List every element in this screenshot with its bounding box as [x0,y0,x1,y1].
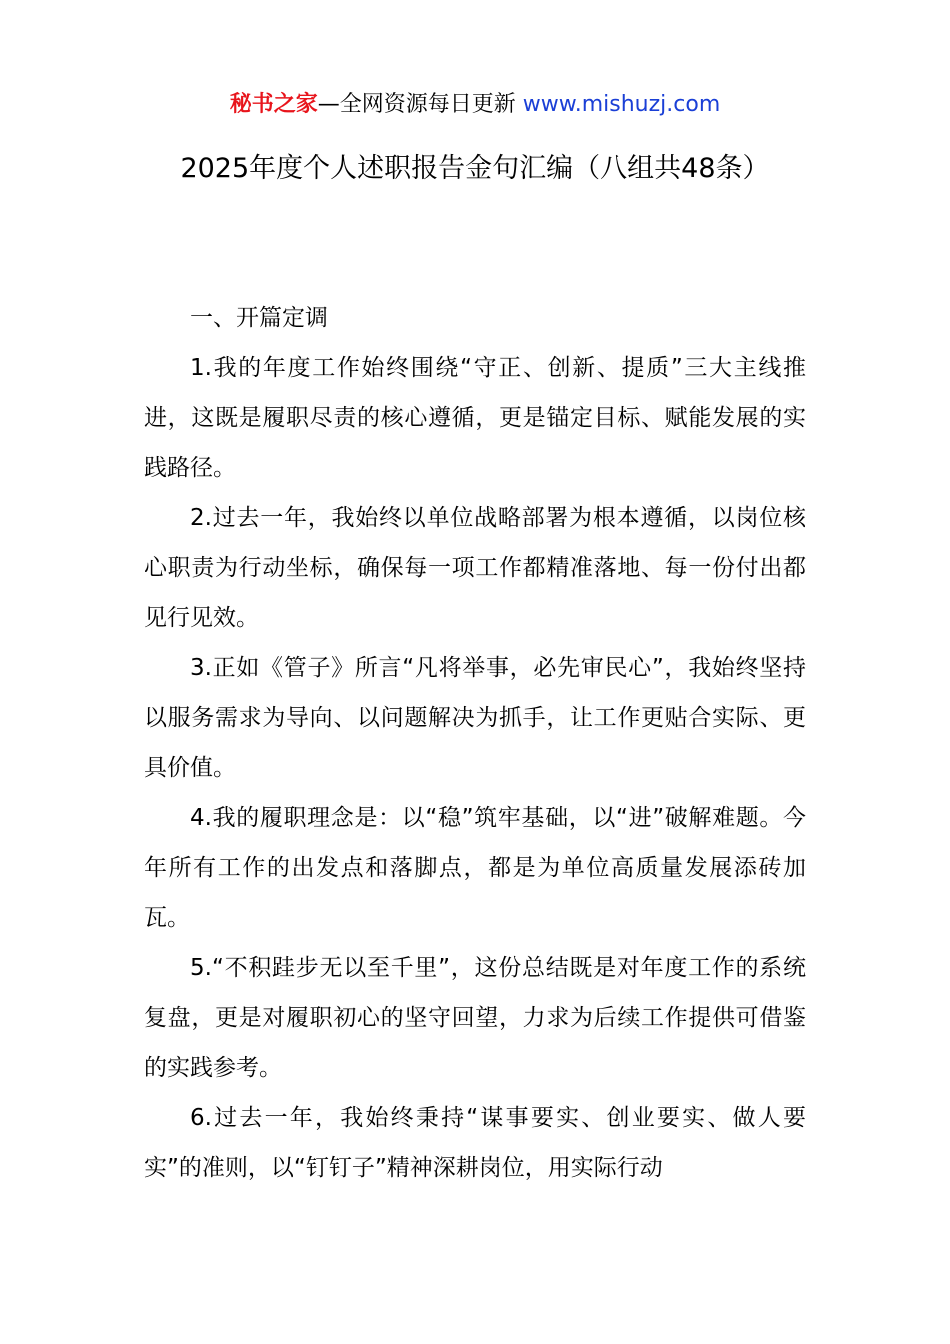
document-body [144,293,806,1193]
paragraph: 1.我的年度工作始终围绕“守正、创新、提质”三大主线推进，这既是履职尽责的核心遵循，更是锚定目标、赋能发展的实践路径。 [144,355,806,481]
brand-tagline: —全网资源每日更新 [317,92,523,117]
section-heading: 一、开篇定调 [190,305,328,331]
paragraph: 5.“不积跬步无以至千里”，这份总结既是对年度工作的系统复盘，更是对履职初心的坚守回望，力求为后续工作提供可借鉴的实践参考。 [144,955,806,1081]
paragraph: 2.过去一年，我始终以单位战略部署为根本遵循，以岗位核心职责为行动坐标，确保每一项工作都精准落地、每一份付出都见行见效。 [144,505,806,631]
document-title: 2025年度个人述职报告金句汇编（八组共48条） [180,153,770,184]
site-url: www.mishuzj.com [522,92,721,117]
paragraph: 4.我的履职理念是：以“稳”筑牢基础，以“进”破解难题。今年所有工作的出发点和落脚点，都是为单位高质量发展添砖加瓦。 [144,805,806,931]
paragraph: 3.正如《管子》所言“凡将举事，必先审民心”，我始终坚持以服务需求为导向、以问题解决为抓手，让工作更贴合实际、更具价值。 [144,655,806,781]
watermark-header [0,88,950,122]
paragraph: 6.过去一年，我始终秉持“谋事要实、创业要实、做人要实”的准则，以“钉钉子”精神深耕岗位，用实际行动 [144,1105,806,1181]
brand-name: 秘书之家 [229,92,318,117]
